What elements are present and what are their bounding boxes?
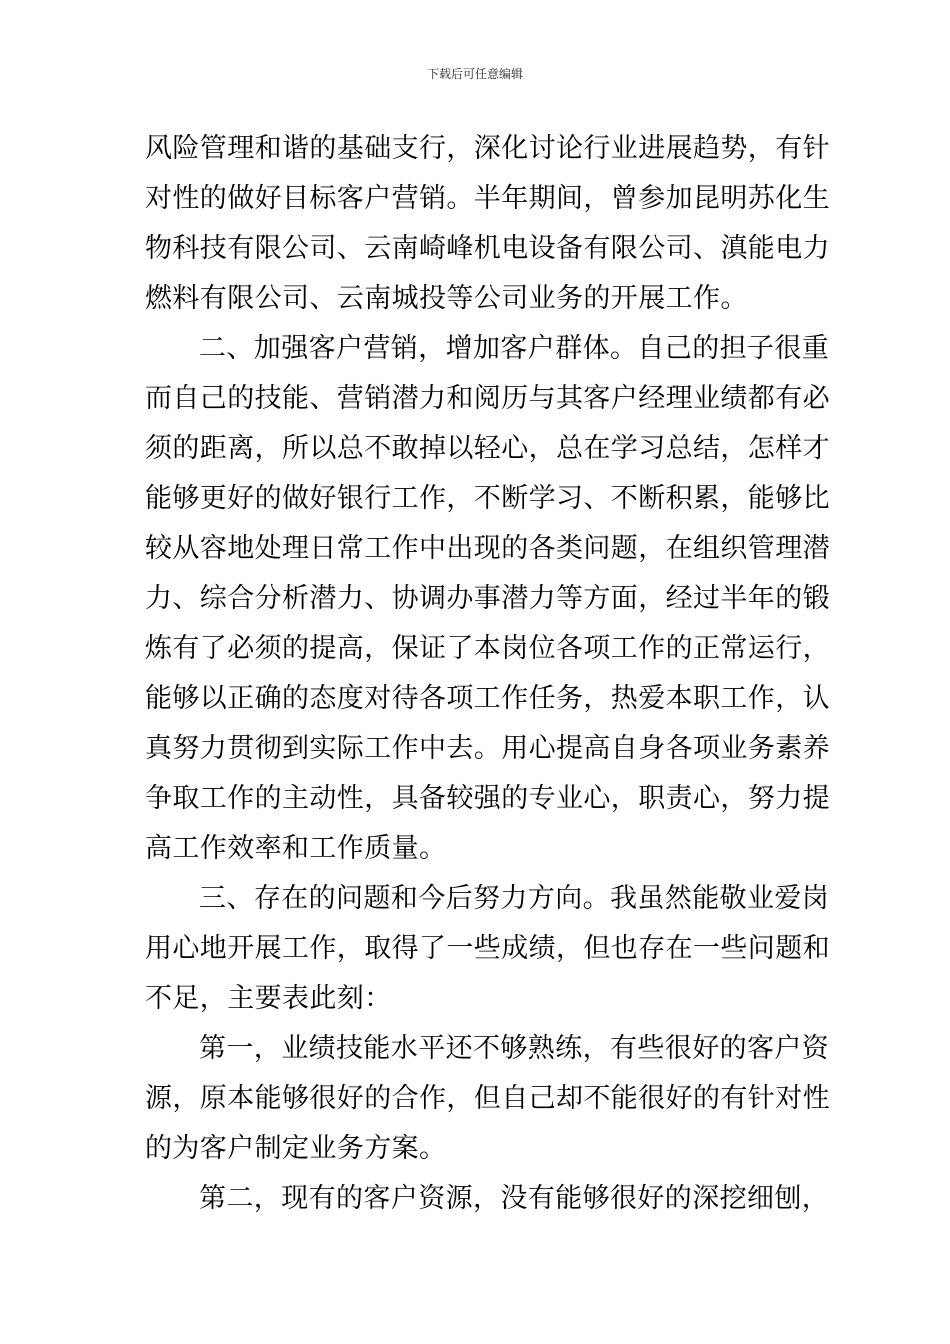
text-line: 物科技有限公司、云南崎峰机电设备有限公司、滇能电力 [145, 233, 830, 264]
text-line: 能够更好的做好银行工作，不断学习、不断积累，能够比 [145, 483, 830, 514]
text-line: 风险管理和谐的基础支行，深化讨论行业进展趋势，有针 [145, 133, 830, 164]
page-header: 下载后可任意编辑 [426, 67, 523, 81]
text-line: 第一，业绩技能水平还不够熟练，有些很好的客户资 [199, 1033, 830, 1064]
text-line: 不足，主要表此刻： [145, 983, 392, 1014]
document-body [145, 124, 830, 1224]
text-line: 炼有了必须的提高，保证了本岗位各项工作的正常运行， [145, 633, 830, 664]
text-line: 较从容地处理日常工作中出现的各类问题，在组织管理潜 [145, 533, 830, 564]
text-line: 源，原本能够很好的合作，但自己却不能很好的有针对性 [145, 1083, 830, 1114]
text-line: 第二，现有的客户资源，没有能够很好的深挖细刨， [199, 1183, 830, 1214]
text-line: 用心地开展工作，取得了一些成绩，但也存在一些问题和 [145, 933, 830, 964]
text-line: 高工作效率和工作质量。 [145, 833, 447, 864]
text-line: 三、存在的问题和今后努力方向。我虽然能敬业爱岗 [199, 883, 830, 914]
text-line: 燃料有限公司、云南城投等公司业务的开展工作。 [145, 283, 748, 314]
text-line: 能够以正确的态度对待各项工作任务，热爱本职工作，认 [145, 683, 830, 714]
text-line: 二、加强客户营销，增加客户群体。自己的担子很重 [199, 333, 830, 364]
text-line: 真努力贯彻到实际工作中去。用心提高自身各项业务素养 [145, 733, 830, 764]
text-line: 而自己的技能、营销潜力和阅历与其客户经理业绩都有必 [145, 383, 830, 414]
text-line: 力、综合分析潜力、协调办事潜力等方面，经过半年的锻 [145, 583, 830, 614]
text-line: 须的距离，所以总不敢掉以轻心，总在学习总结，怎样才 [145, 433, 830, 464]
text-line: 争取工作的主动性，具备较强的专业心，职责心，努力提 [145, 783, 830, 814]
text-line: 对性的做好目标客户营销。半年期间，曾参加昆明苏化生 [145, 183, 830, 214]
text-line: 的为客户制定业务方案。 [145, 1133, 447, 1164]
